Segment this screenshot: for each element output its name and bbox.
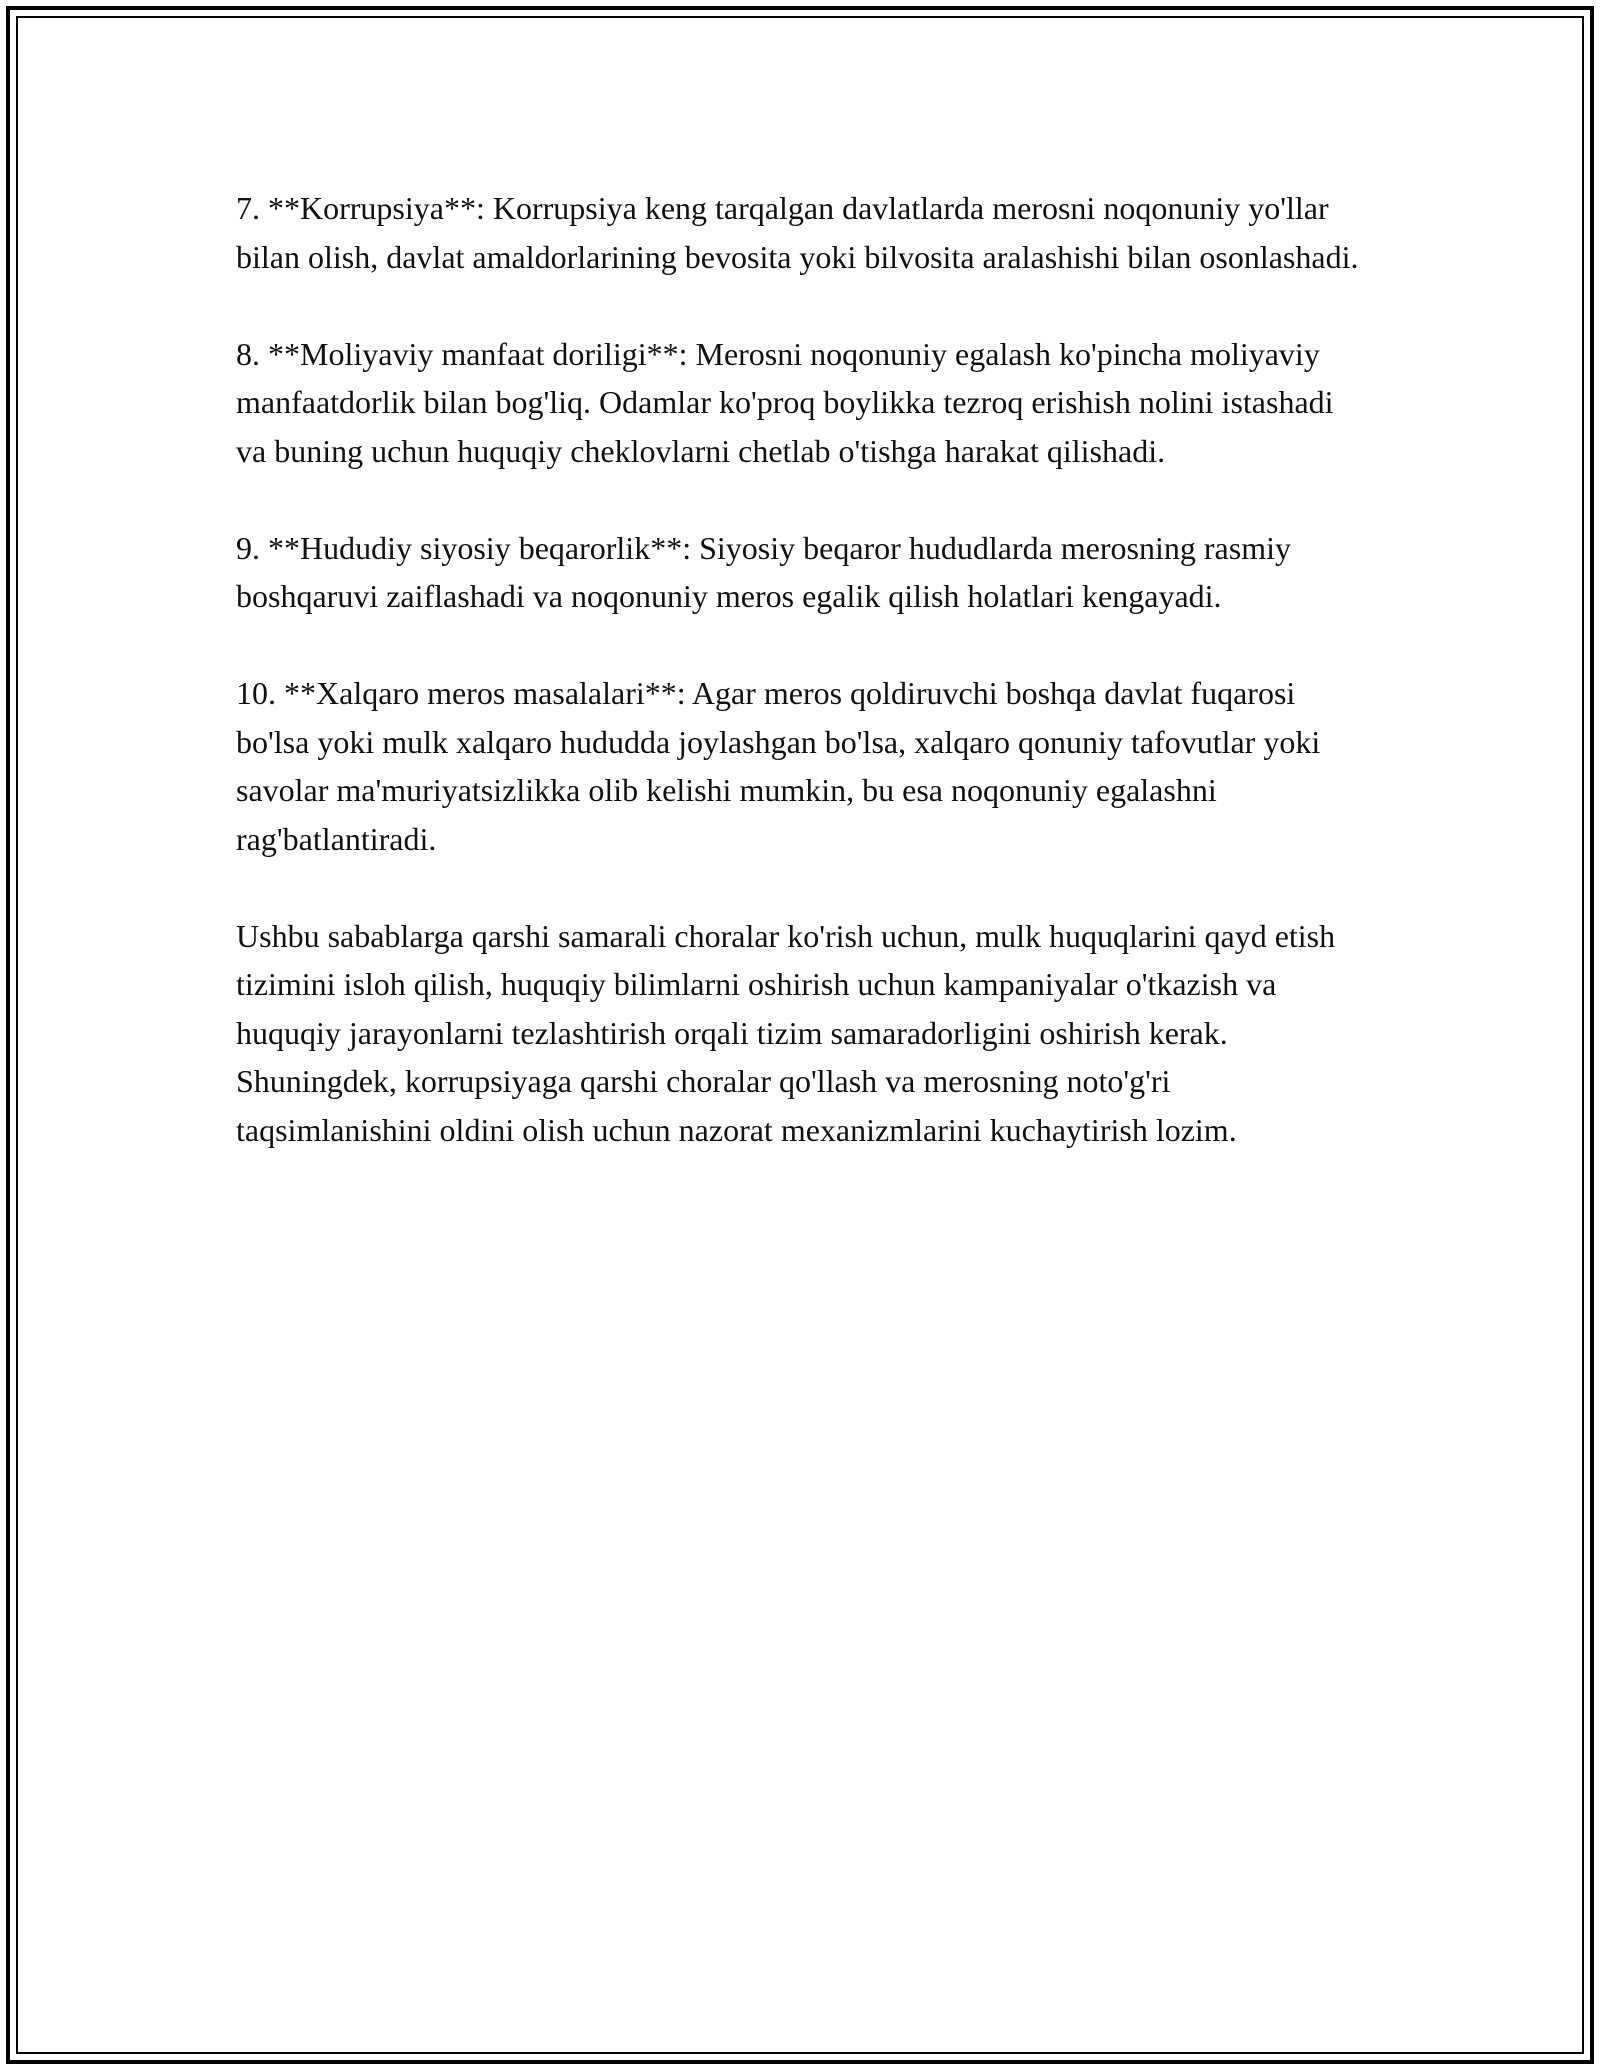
paragraph-10-xalqaro-meros: 10. **Xalqaro meros masalalari**: Agar meros qoldiruvchi boshqa davlat fuqarosi bo'lsa yoki mulk xalqaro hududda joylashgan bo'lsa, xalqaro qonuniy tafovutlar yoki savolar ma'muriyatsizlikka olib kelishi mumkin, bu esa noqonuniy egalashni rag'batlantiradi. [236, 675, 1321, 857]
paragraph-conclusion: Ushbu sabablarga qarshi samarali choralar ko'rish uchun, mulk huquqlarini qayd etish tizimini isloh qilish, huquqiy bilimlarni oshirish uchun kampaniyalar o'tkazish va huquqiy jarayonlarni tezlashtirish orqali tizim samaradorligini oshirish kerak. Shuningdek, korrupsiyaga qarshi choralar qo'llash va merosning noto'g'ri taqsimlanishini oldini olish uchun nazorat mexanizmlarini kuchaytirish lozim. [236, 917, 1336, 1148]
paragraph-7-korrupsiya: 7. **Korrupsiya**: Korrupsiya keng tarqalgan davlatlarda merosni noqonuniy yo'llar bilan olish, davlat amaldorlarining bevosita yoki bilvosita aralashishi bilan osonlashadi. [236, 190, 1359, 275]
paragraph-9-hududiy-beqarorlik: 9. **Hududiy siyosiy beqarorlik**: Siyosiy beqaror hududlarda merosning rasmiy boshqaruvi zaiflashadi va noqonuniy meros egalik qilish holatlari kengayadi. [236, 529, 1291, 614]
paragraph-8-moliyaviy-manfaat: 8. **Moliyaviy manfaat doriligi**: Merosni noqonuniy egalash ko'pincha moliyaviy manfaatdorlik bilan bog'liq. Odamlar ko'proq boylikka tezroq erishish nolini istashadi va buning uchun huquqiy cheklovlarni chetlab o'tishga harakat qilishadi. [236, 335, 1334, 469]
document-body [236, 184, 1366, 1203]
